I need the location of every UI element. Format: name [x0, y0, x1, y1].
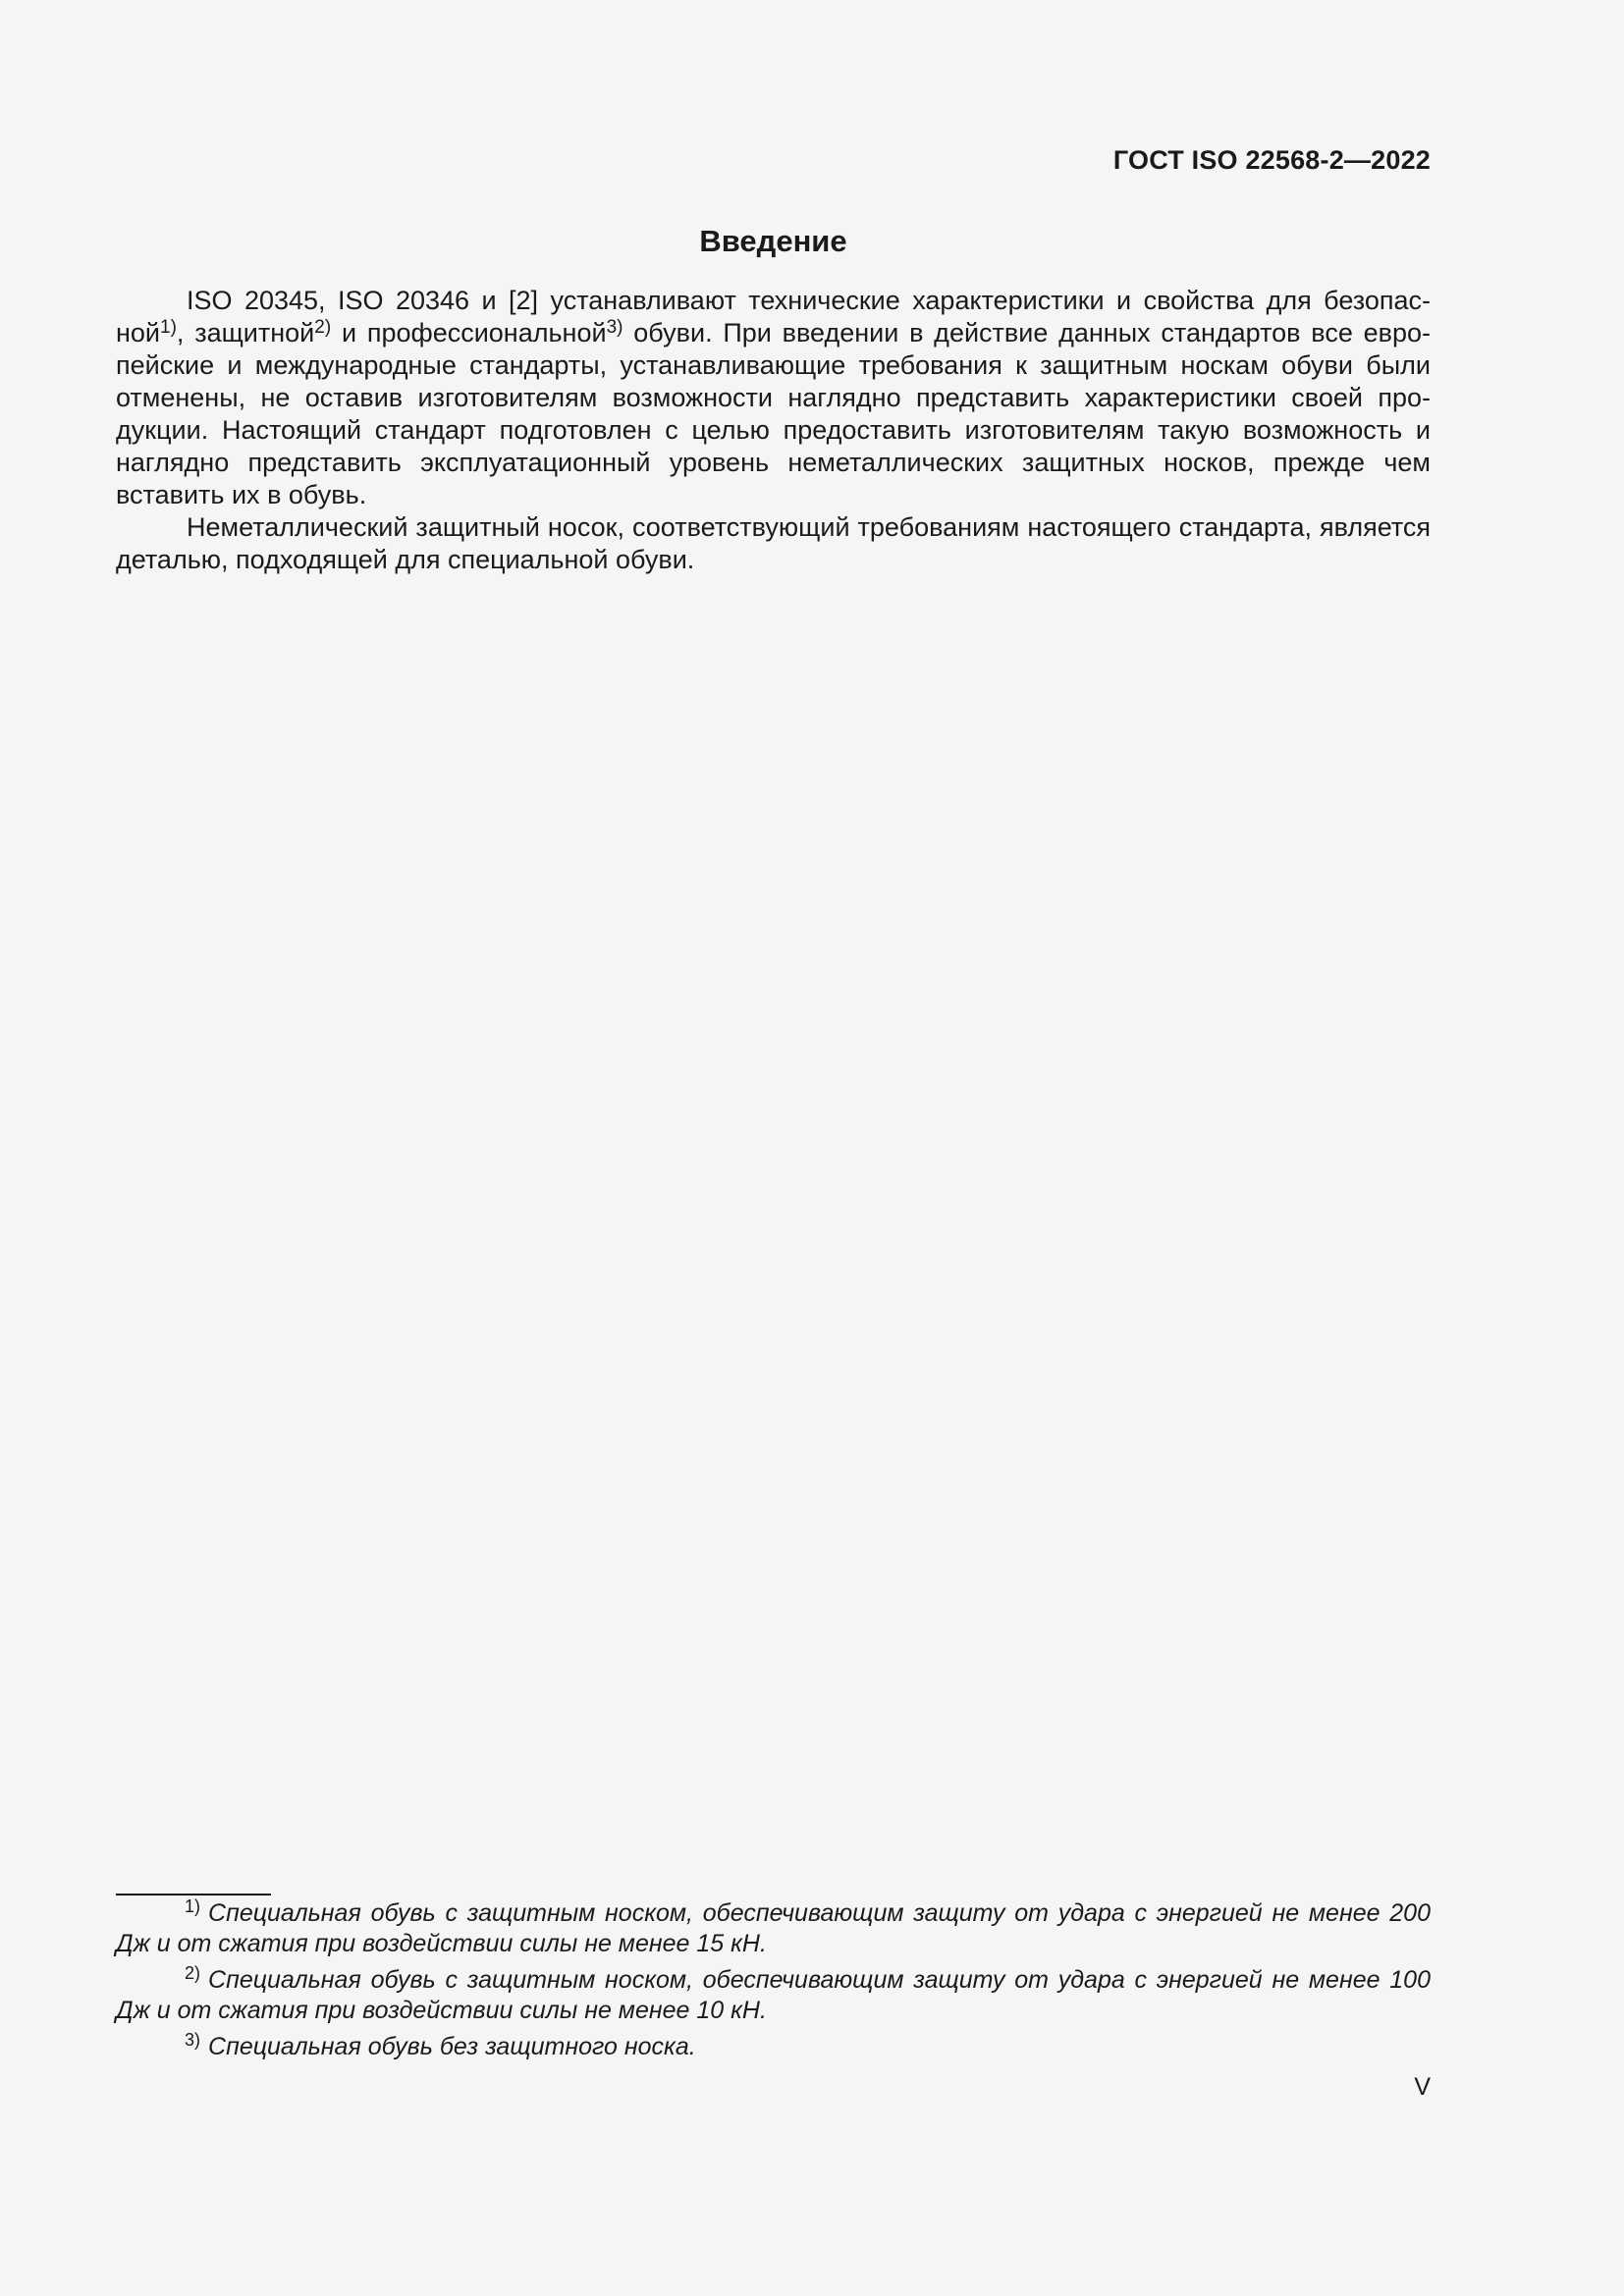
- paragraph-1-text-a: ISO 20345, ISO 20346 и [2] устанавливают технические характеристики и свойства для безопасной: [116, 286, 1431, 347]
- footnote-3-mark: 3): [185, 2030, 201, 2050]
- paragraph-1: [116, 285, 1431, 511]
- paragraph-1-text-d: обуви. При введении в действие данных стандартов все европейские и международные стандарты, устанавливающие требования к защитным носкам обуви были отменены, не оставив изготовителям возможности наглядно представить характеристики своей продукции. Настоящий стандарт подготовлен с целью предоставить изготовителям такую возможность и наглядно представить эксплуатационный уровень неметаллических защитных носков, прежде чем вставить их в обувь.: [116, 318, 1432, 509]
- footnote-2-text: Специальная обувь с защитным носком, обеспечивающим защиту от удара с энергией не менее 100 Дж и от сжатия при воздействии силы не менее 10 кН.: [116, 1966, 1431, 2024]
- paragraph-1-text-b: , защитной: [176, 318, 315, 347]
- paragraph-2: Неметаллический защитный носок, соответствующий требованиям настоящего стандарта, является деталью, подходящей для специальной обуви.: [116, 512, 1431, 574]
- footnote-1-text: Специальная обувь с защитным носком, обеспечивающим защиту от удара с энергией не менее 200 Дж и от сжатия при воздействии силы не менее 15 кН.: [116, 1899, 1431, 1957]
- footnote-3-text: Специальная обувь без защитного носка.: [208, 2033, 696, 2060]
- footnote-1: [116, 1898, 1431, 1959]
- paragraph-1-text-c: и профессиональной: [331, 318, 607, 347]
- footnote-3: [116, 2032, 1431, 2062]
- footnotes: [116, 1898, 1431, 2068]
- body-text: [116, 285, 1431, 576]
- footnote-ref-2[interactable]: 2): [314, 317, 332, 338]
- section-title: Введение: [699, 224, 847, 258]
- page-number: V: [1414, 2073, 1431, 2101]
- footnote-ref-1[interactable]: 1): [160, 317, 177, 338]
- footnote-divider: [116, 1894, 271, 1896]
- footnote-2-mark: 2): [185, 1963, 201, 1983]
- footnote-1-mark: 1): [185, 1896, 201, 1916]
- footnote-2: [116, 1965, 1431, 2026]
- footnote-ref-3[interactable]: 3): [606, 317, 623, 338]
- document-code-header: ГОСТ ISO 22568-2—2022: [1112, 145, 1431, 175]
